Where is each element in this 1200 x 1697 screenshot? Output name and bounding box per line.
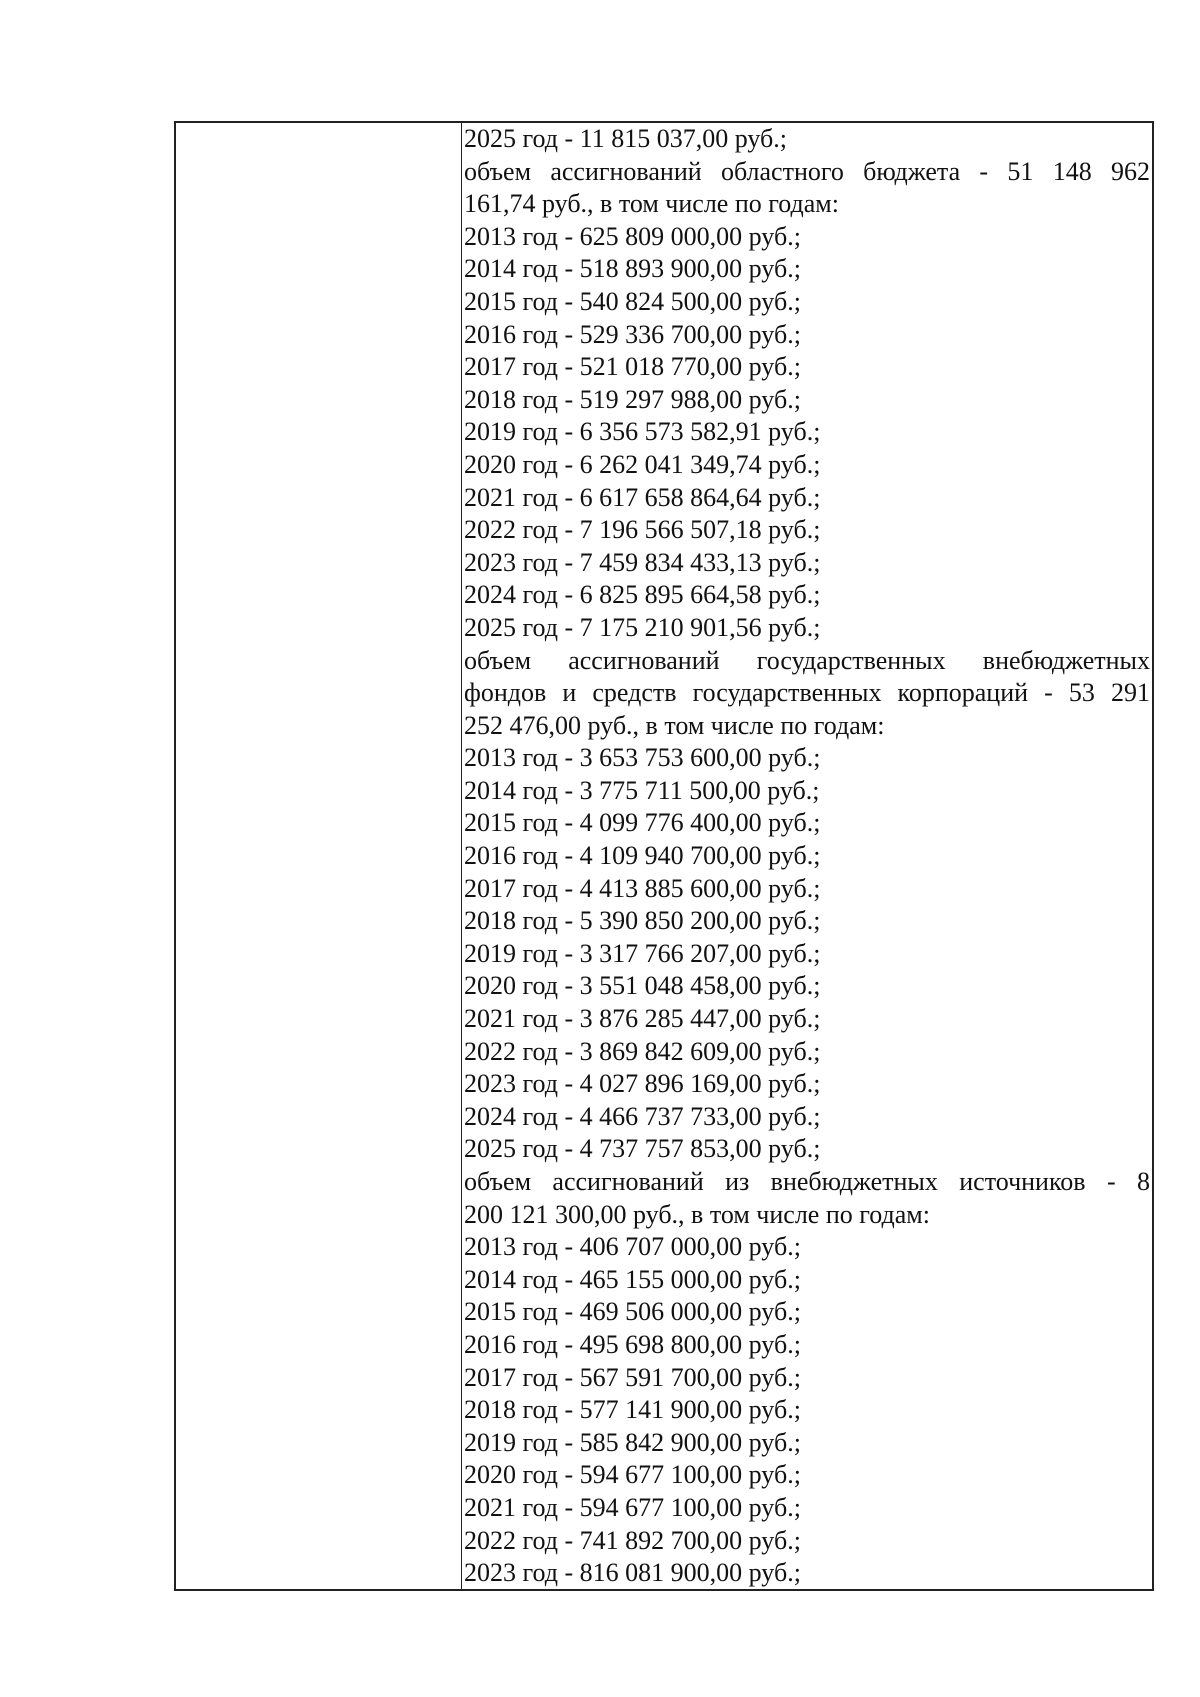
- text-line: 2014 год - 518 893 900,00 руб.;: [464, 254, 801, 284]
- text-line: 161,74 руб., в том числе по годам:: [464, 189, 839, 219]
- text-line: 2018 год - 519 297 988,00 руб.;: [464, 384, 801, 414]
- text-line: 2021 год - 3 876 285 447,00 руб.;: [464, 1004, 821, 1034]
- text-line: 2024 год - 4 466 737 733,00 руб.;: [464, 1101, 821, 1131]
- text-line: фондов и средств государственных корпораций - 53 291: [464, 678, 1150, 708]
- text-line: 2020 год - 594 677 100,00 руб.;: [464, 1460, 801, 1490]
- text-line: 252 476,00 руб., в том числе по годам:: [464, 710, 885, 740]
- text-line: объем ассигнований государственных внебюджетных: [464, 645, 1150, 675]
- text-line: 200 121 300,00 руб., в том числе по годам:: [464, 1199, 930, 1229]
- text-line: 2023 год - 816 081 900,00 руб.;: [464, 1558, 801, 1588]
- text-line: 2015 год - 469 506 000,00 руб.;: [464, 1297, 801, 1327]
- text-line: 2022 год - 7 196 566 507,18 руб.;: [464, 515, 821, 545]
- text-line: 2013 год - 625 809 000,00 руб.;: [464, 221, 801, 251]
- text-line: 2020 год - 3 551 048 458,00 руб.;: [464, 971, 821, 1001]
- text-line: 2025 год - 7 175 210 901,56 руб.;: [464, 612, 821, 642]
- text-line: 2014 год - 3 775 711 500,00 руб.;: [464, 775, 820, 805]
- text-line: 2013 год - 406 707 000,00 руб.;: [464, 1232, 801, 1262]
- text-line: 2025 год - 11 815 037,00 руб.;: [464, 124, 787, 153]
- text-line: объем ассигнований областного бюджета - 51 148 962: [464, 156, 1150, 186]
- text-line: 2016 год - 529 336 700,00 руб.;: [464, 319, 801, 349]
- text-line: 2015 год - 540 824 500,00 руб.;: [464, 286, 801, 316]
- text-line: 2019 год - 3 317 766 207,00 руб.;: [464, 938, 821, 968]
- table-left-cell: [176, 123, 462, 1589]
- text-line: 2022 год - 741 892 700,00 руб.;: [464, 1525, 801, 1555]
- text-line: 2021 год - 6 617 658 864,64 руб.;: [464, 482, 821, 512]
- text-line: 2023 год - 4 027 896 169,00 руб.;: [464, 1069, 821, 1099]
- text-line: 2025 год - 4 737 757 853,00 руб.;: [464, 1134, 821, 1164]
- text-line: 2018 год - 5 390 850 200,00 руб.;: [464, 906, 821, 936]
- funding-table: [174, 121, 1154, 1591]
- text-line: 2016 год - 495 698 800,00 руб.;: [464, 1329, 801, 1359]
- text-line: 2015 год - 4 099 776 400,00 руб.;: [464, 808, 821, 838]
- text-line: 2024 год - 6 825 895 664,58 руб.;: [464, 580, 821, 610]
- text-line: 2013 год - 3 653 753 600,00 руб.;: [464, 743, 821, 773]
- text-line: 2016 год - 4 109 940 700,00 руб.;: [464, 841, 821, 871]
- text-line: объем ассигнований из внебюджетных источников - 8: [464, 1167, 1150, 1196]
- text-line: 2017 год - 4 413 885 600,00 руб.;: [464, 873, 821, 903]
- text-line: 2022 год - 3 869 842 609,00 руб.;: [464, 1036, 821, 1066]
- table-right-cell: [462, 123, 1152, 1589]
- text-line: 2018 год - 577 141 900,00 руб.;: [464, 1395, 801, 1425]
- text-line: 2021 год - 594 677 100,00 руб.;: [464, 1492, 801, 1522]
- text-line: 2019 год - 585 842 900,00 руб.;: [464, 1427, 801, 1457]
- text-line: 2023 год - 7 459 834 433,13 руб.;: [464, 547, 821, 577]
- text-line: 2020 год - 6 262 041 349,74 руб.;: [464, 449, 821, 479]
- text-line: 2017 год - 567 591 700,00 руб.;: [464, 1362, 801, 1392]
- text-line: 2019 год - 6 356 573 582,91 руб.;: [464, 417, 821, 447]
- text-line: 2017 год - 521 018 770,00 руб.;: [464, 352, 801, 382]
- text-line: 2014 год - 465 155 000,00 руб.;: [464, 1264, 801, 1294]
